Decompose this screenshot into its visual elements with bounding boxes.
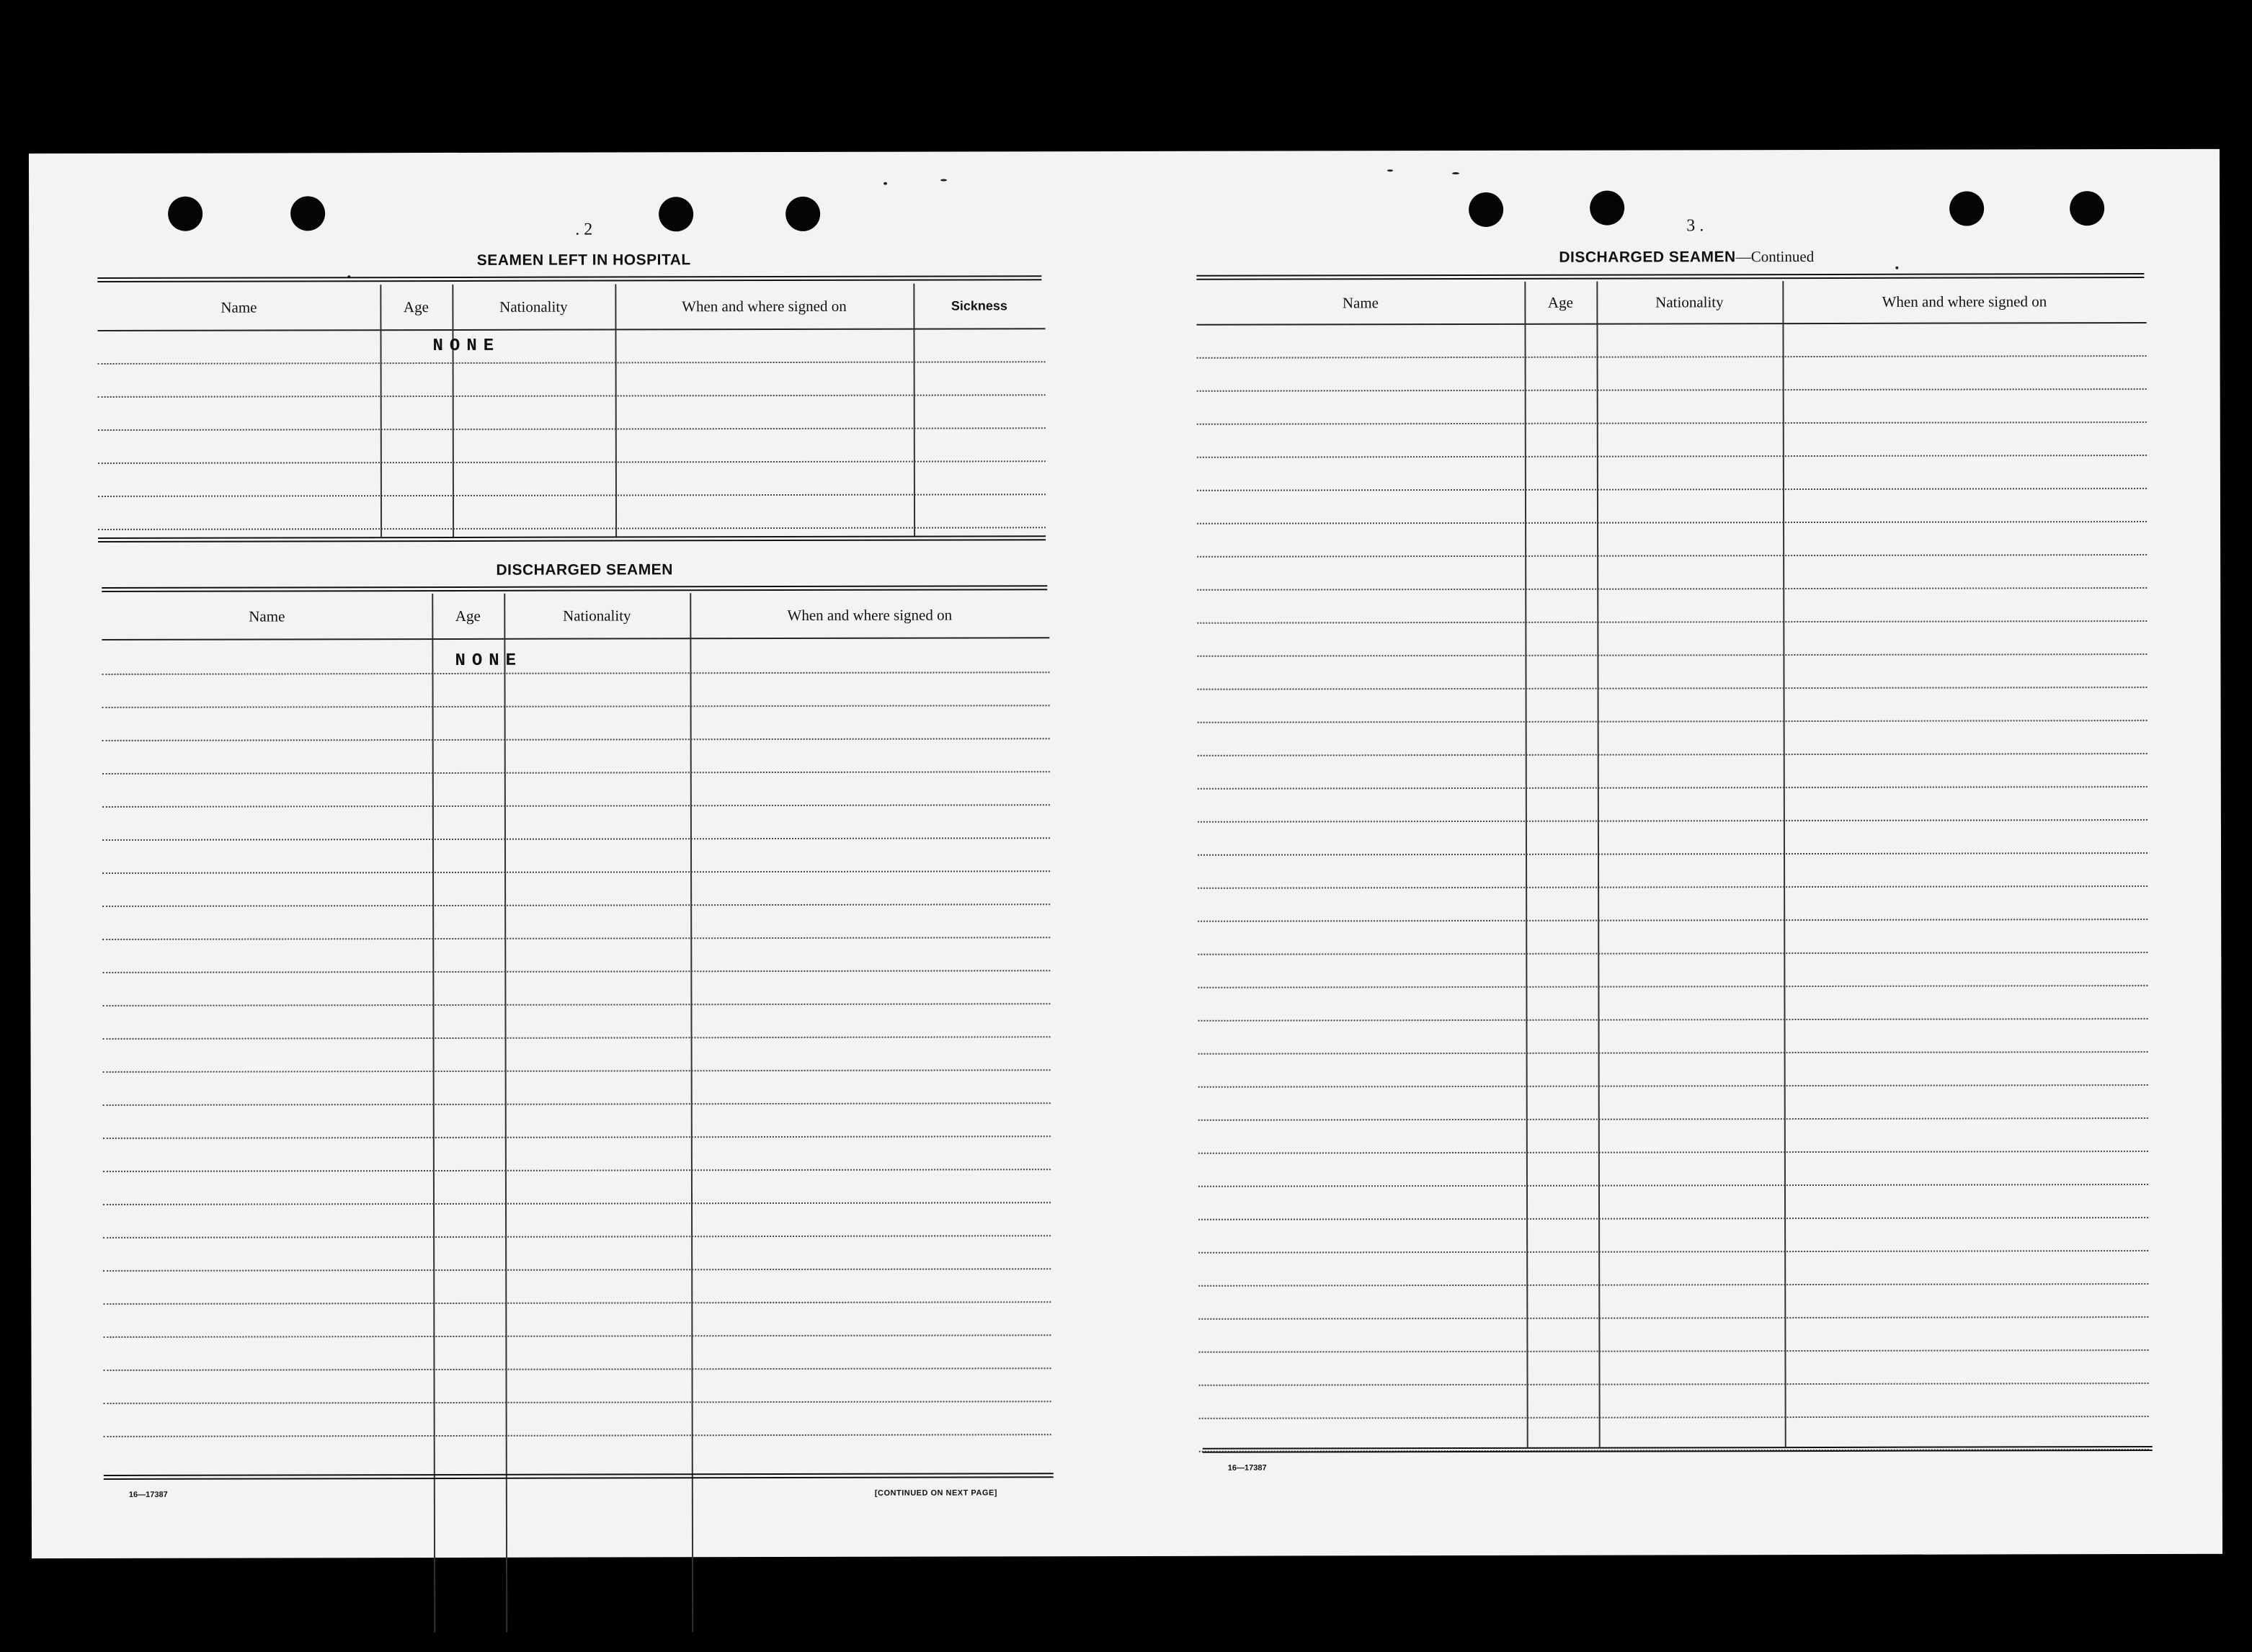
table-row [102,837,1050,841]
table-row [102,671,1049,675]
discharged-continued-title [1326,247,2047,267]
discharged-top-rule [102,585,1047,592]
hospital-section-title: SEAMEN LEFT IN HOSPITAL [476,251,691,269]
table-row [102,970,1050,973]
table-row [102,771,1050,774]
column-header-signed-on: When and where signed on [787,606,953,624]
column-header-sickness: Sickness [951,298,1007,313]
hospital-top-rule [97,275,1041,282]
table-row [1198,1283,2148,1287]
table-row [1198,1051,2148,1055]
table-row [98,427,1046,431]
continued-note: [CONTINUED ON NEXT PAGE] [874,1488,997,1498]
table-row [102,804,1050,808]
table-row [103,1301,1051,1305]
table-row [1199,1416,2149,1419]
table-row [103,1235,1051,1238]
table-row [1198,1117,2148,1121]
column-header-nationality: Nationality [499,298,568,316]
table-row [1198,952,2148,955]
table-row [103,1268,1051,1272]
table-row [1198,1316,2148,1320]
table-row [1197,587,2147,591]
table-row [1197,388,2147,392]
table-row [103,1202,1051,1205]
punch-hole [290,196,325,231]
table-row [1197,421,2147,425]
table-row [1197,620,2147,624]
table-row [102,1003,1050,1006]
table-row [1198,753,2148,756]
column-header-age: Age [455,607,481,625]
page-number-left: . 2 [575,220,593,239]
table-row [1198,1084,2148,1088]
table-row [1197,521,2147,524]
punch-hole [2070,191,2104,226]
table-row [1198,819,2148,823]
table-row [103,1169,1051,1172]
table-row [1198,1349,2148,1353]
speck [1387,169,1393,171]
column-header-name: Name [1342,293,1379,311]
punch-hole [168,197,202,231]
table-row [1198,786,2148,790]
table-row [98,494,1046,497]
speck [1895,267,1898,269]
table-row [104,1401,1051,1404]
hospital-table [97,283,1046,537]
table-row [1198,1184,2148,1187]
table-row [1198,1217,2148,1220]
table-row [1198,885,2148,889]
table-row [102,903,1050,907]
typed-entry-none: NONE [455,651,523,671]
table-row [1198,919,2148,922]
table-row [102,738,1050,741]
speck [1452,172,1459,174]
right-bottom-rule [1203,1446,2153,1453]
discharged-continued-header [1196,280,2146,326]
column-header-nationality: Nationality [563,606,631,625]
punch-hole [1469,192,1503,227]
table-row [103,1069,1051,1073]
table-row [103,1367,1051,1371]
table-row [103,1036,1051,1040]
table-row [1197,653,2147,657]
form-number-right: 16—17387 [1227,1463,1267,1473]
table-row [1197,455,2147,458]
table-row [98,394,1046,398]
discharged-continued-suffix: —Continued [1735,247,1815,266]
table-row [1198,985,2148,988]
table-row [98,527,1046,530]
punch-hole [1949,192,1984,226]
table-row [98,361,1046,365]
table-row [1198,852,2148,856]
hospital-table-header [97,283,1045,331]
table-row [104,1434,1051,1437]
column-header-name: Name [249,607,285,625]
discharged-section-title: DISCHARGED SEAMEN [496,561,673,579]
column-header-signed-on: When and where signed on [1882,292,2047,311]
table-row [1198,687,2148,690]
table-row [103,1334,1051,1338]
form-number-left: 16—17387 [128,1490,168,1499]
table-row [102,937,1050,940]
ledger-sheet [29,149,2222,1558]
column-header-name: Name [221,298,257,316]
typed-entry-none: NONE [432,336,501,357]
punch-hole [785,197,820,231]
table-row [102,705,1050,708]
table-row [1198,1151,2148,1154]
table-row [1198,1018,2148,1022]
punch-hole [659,197,693,231]
table-row [102,870,1050,874]
discharged-continued-title-main: DISCHARGED SEAMEN [1559,249,1736,266]
column-header-signed-on: When and where signed on [682,297,847,315]
table-row [1198,1250,2148,1254]
table-row [98,460,1046,464]
column-header-age: Age [1547,293,1573,311]
speck [884,182,887,185]
discharged-table-header [102,592,1049,640]
table-row [1197,355,2147,359]
table-row [1197,554,2147,558]
punch-hole [1590,191,1624,226]
column-header-nationality: Nationality [1655,293,1724,311]
hospital-bottom-rule [98,535,1046,543]
table-row [1197,488,2147,491]
table-row [103,1102,1051,1106]
discharged-continued-table [1196,280,2148,1448]
right-top-rule [1196,273,2144,280]
speck [940,179,947,182]
column-header-age: Age [403,298,429,316]
table-row [1198,720,2148,723]
table-row [1199,1383,2149,1386]
page-number-right: 3 . [1686,216,1704,236]
table-row [103,1135,1051,1139]
